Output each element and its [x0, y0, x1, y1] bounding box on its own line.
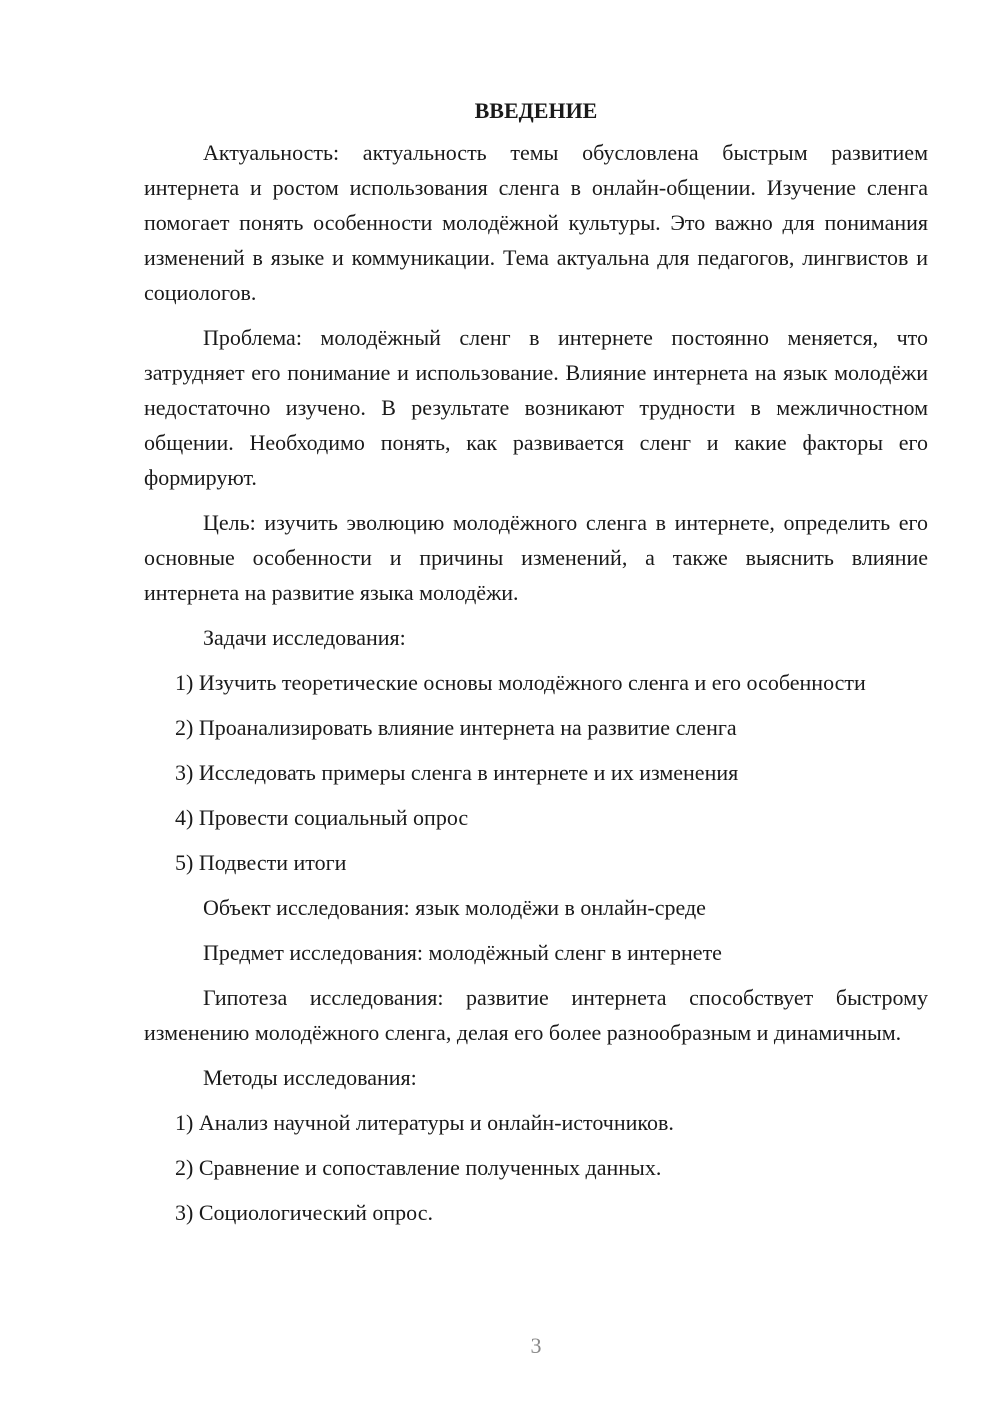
task-item-3: 3) Исследовать примеры сленга в интернете и их изменения [175, 760, 739, 785]
hypothesis-paragraph: Гипотеза исследования: развитие интернета способствует быстрому изменению молодёжного сленга, делая его более разнообразным и динамичным. [144, 985, 928, 1045]
document-page [144, 96, 928, 1240]
page-title: ВВЕДЕНИЕ [474, 98, 598, 123]
method-item-3: 3) Социологический опрос. [175, 1200, 433, 1225]
problem-paragraph: Проблема: молодёжный сленг в интернете постоянно меняется, что затрудняет его понимание и использование. Влияние интернета на язык молодёжи недостаточно изучено. В результате возникают трудности в межличностном общении. Необходимо понять, как развивается сленг и какие факторы его формируют. [144, 325, 928, 490]
method-item-2: 2) Сравнение и сопоставление полученных данных. [175, 1155, 662, 1180]
method-item-1: 1) Анализ научной литературы и онлайн-источников. [175, 1110, 674, 1135]
tasks-heading: Задачи исследования: [203, 625, 406, 650]
relevance-paragraph: Актуальность: актуальность темы обусловлена быстрым развитием интернета и ростом использования сленга в онлайн-общении. Изучение сленга помогает понять особенности молодёжной культуры. Это важно для понимания изменений в языке и коммуникации. Тема актуальна для педагогов, лингвистов и социологов. [144, 140, 928, 305]
task-item-1: 1) Изучить теоретические основы молодёжного сленга и его особенности [175, 670, 866, 695]
subject-paragraph: Предмет исследования: молодёжный сленг в интернете [203, 940, 722, 965]
task-item-4: 4) Провести социальный опрос [175, 805, 469, 830]
object-paragraph: Объект исследования: язык молодёжи в онлайн-среде [203, 895, 706, 920]
methods-heading: Методы исследования: [203, 1065, 417, 1090]
task-item-2: 2) Проанализировать влияние интернета на развитие сленга [175, 715, 737, 740]
goal-paragraph: Цель: изучить эволюцию молодёжного сленга в интернете, определить его основные особенности и причины изменений, а также выяснить влияние интернета на развитие языка молодёжи. [144, 510, 928, 605]
task-item-5: 5) Подвести итоги [175, 850, 347, 875]
page-number: 3 [530, 1333, 542, 1358]
